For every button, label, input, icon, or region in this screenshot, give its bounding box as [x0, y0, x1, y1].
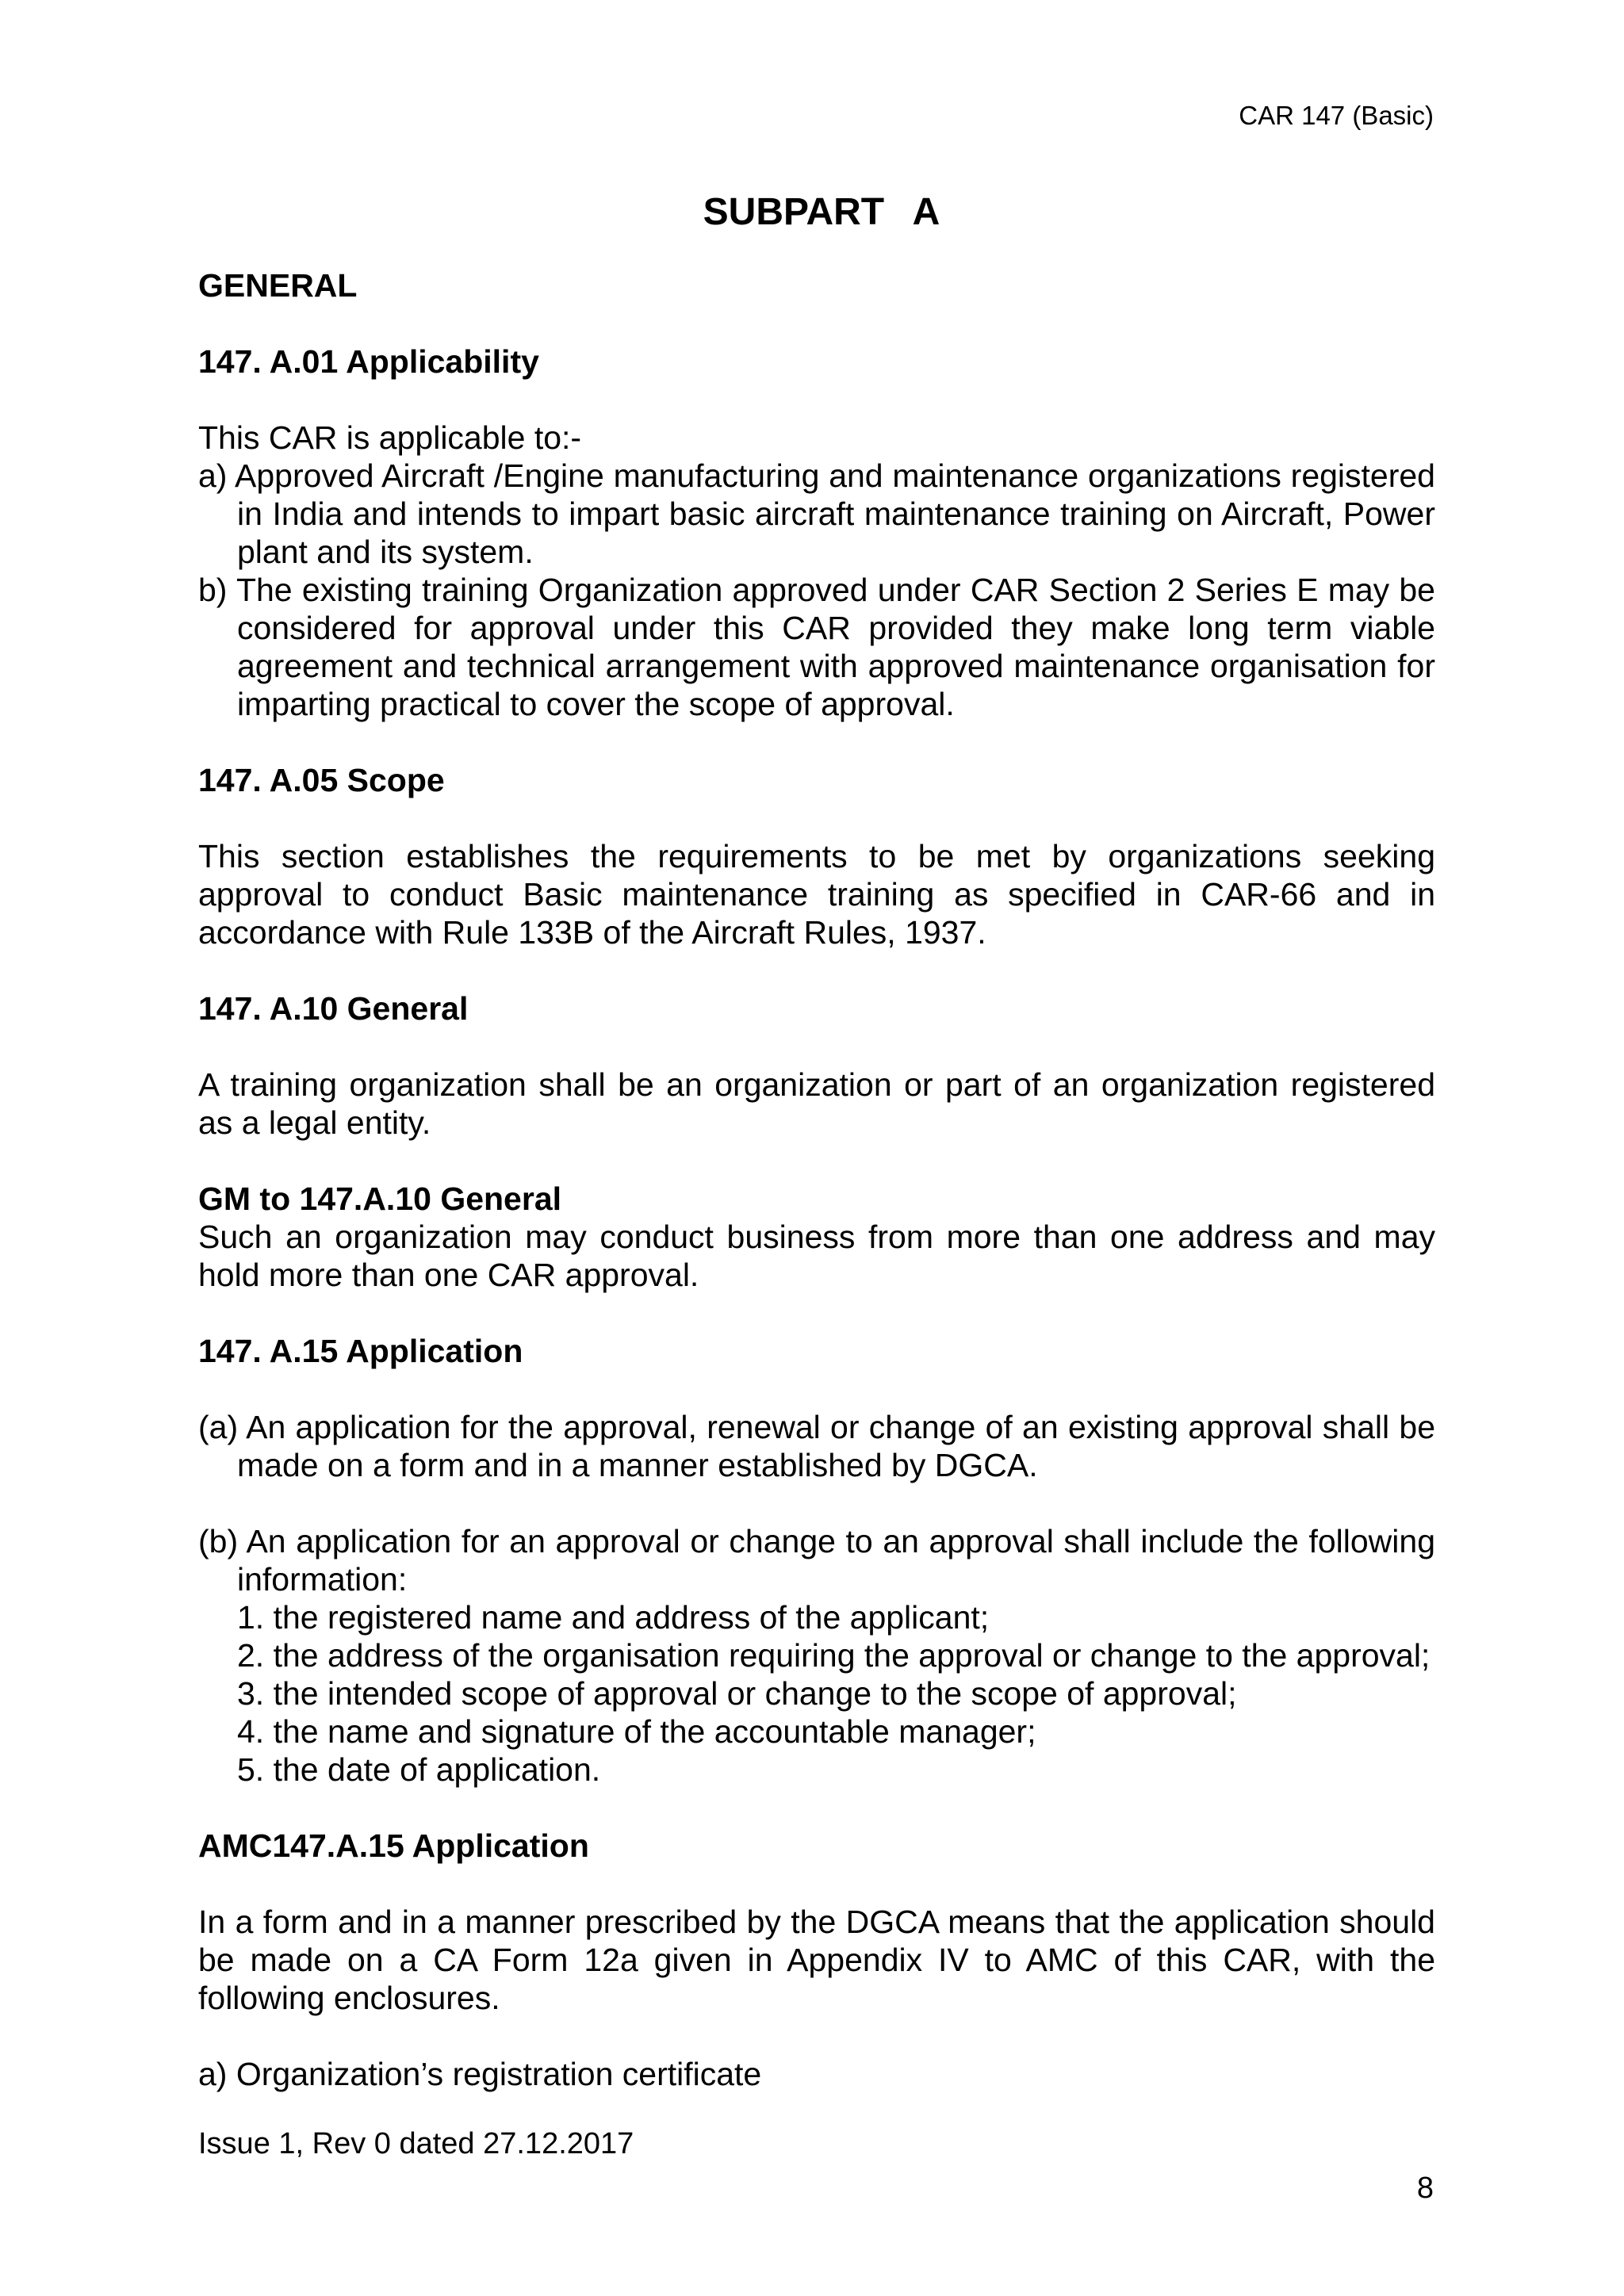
a05-text: This section establishes the requirements to be met by organizations seeking approval to conduct Basic maintenance training as specified in CAR-66 and in accordance with Rule 133B of the Aircraft Rules, 1937. [198, 838, 1435, 951]
section-heading-a15: 147. A.15 Application [198, 1333, 523, 1369]
a01-intro: This CAR is applicable to:- [198, 419, 582, 456]
list-item: 2. the address of the organisation requiring the approval or change to the approval; [237, 1637, 1431, 1674]
a10-text: A training organization shall be an organization or part of an organization registered as a legal entity. [198, 1066, 1435, 1141]
list-item: 4. the name and signature of the accountable manager; [237, 1713, 1036, 1750]
list-item: 5. the date of application. [237, 1751, 601, 1788]
amc-a15-enclosure-a: a) Organization’s registration certificate [198, 2056, 762, 2092]
a15-item-b: (b) An application for an approval or change to an approval shall include the following information: [198, 1523, 1435, 1598]
list-item: 3. the intended scope of approval or change to the scope of approval; [237, 1675, 1237, 1712]
a01-item-b: b) The existing training Organization approved under CAR Section 2 Series E may be considered for approval under this CAR provided they make long term viable agreement and technical arrangement with approved maintenance organisation for imparting practical to cover the scope of approval. [198, 572, 1435, 722]
page-number: 8 [1416, 2172, 1434, 2205]
footer-issue: Issue 1, Rev 0 dated 27.12.2017 [198, 2127, 634, 2160]
page-body [198, 190, 1435, 2093]
list-item: 1. the registered name and address of the applicant; [237, 1599, 990, 1636]
section-heading-a01: 147. A.01 Applicability [198, 343, 539, 380]
section-heading-amc-a15: AMC147.A.15 Application [198, 1827, 589, 1864]
subpart-title: SUBPART A [703, 191, 940, 233]
general-heading: GENERAL [198, 267, 358, 304]
a15-item-a: (a) An application for the approval, renewal or change of an existing approval shall be made on a form and in a manner established by DGCA. [198, 1409, 1435, 1483]
running-header: CAR 147 (Basic) [1239, 101, 1434, 130]
section-heading-a10: 147. A.10 General [198, 990, 469, 1027]
a01-item-a: a) Approved Aircraft /Engine manufacturing and maintenance organizations registered in India and intends to impart basic aircraft maintenance training on Aircraft, Power plant and its system. [198, 457, 1435, 570]
section-heading-a05: 147. A.05 Scope [198, 762, 445, 798]
gm-a10-text: Such an organization may conduct business from more than one address and may hold more than one CAR approval. [198, 1219, 1435, 1293]
a15-sub-list [198, 1598, 1435, 1789]
amc-a15-text: In a form and in a manner prescribed by the DGCA means that the application should be made on a CA Form 12a given in Appendix IV to AMC of this CAR, with the following enclosures. [198, 1904, 1435, 2016]
section-heading-gm-a10: GM to 147.A.10 General [198, 1181, 562, 1217]
